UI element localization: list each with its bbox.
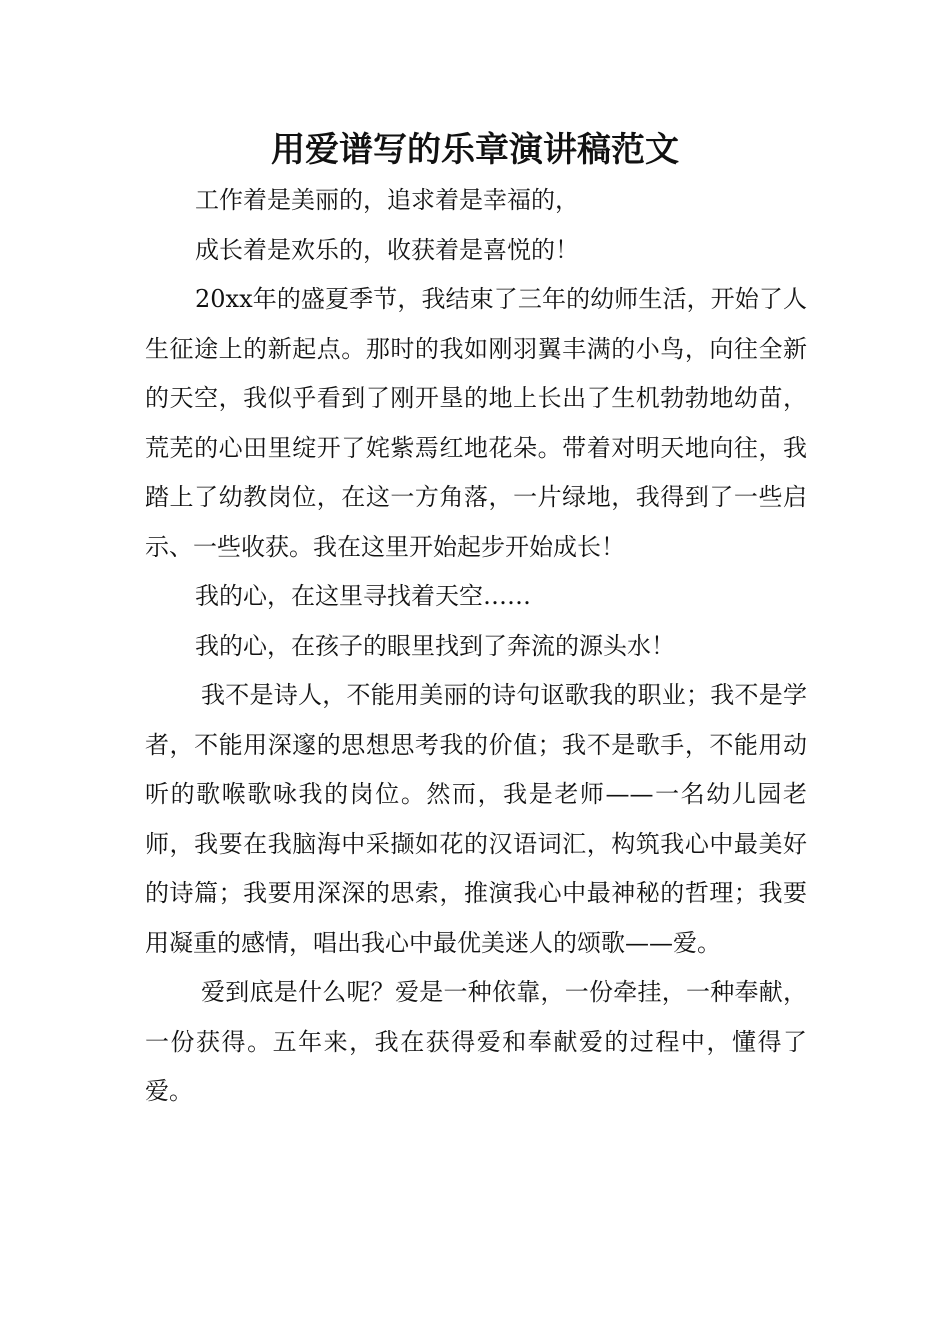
document-title: 用爱谱写的乐章演讲稿范文 xyxy=(271,130,679,170)
paragraph-6: 我不是诗人，不能用美丽的诗句讴歌我的职业；我不是学者，不能用深邃的思想思考我的价值；我不是歌手，不能用动听的歌喉歌咏我的岗位。然而，我是老师——一名幼儿园老师，我要在我脑海中采撷如花的汉语词汇，构筑我心中最美好的诗篇；我要用深深的思索，推演我心中最神秘的哲理；我要用凝重的感情，唱出我心中最优美迷人的颂歌——爱。 xyxy=(145,681,807,957)
paragraph-5: 我的心，在孩子的眼里找到了奔流的源头水！ xyxy=(195,631,675,660)
paragraph-2: 成长着是欢乐的，收获着是喜悦的！ xyxy=(195,235,579,264)
paragraph-4: 我的心，在这里寻找着天空…… xyxy=(195,582,531,610)
paragraph-1: 工作着是美丽的，追求着是幸福的， xyxy=(195,186,579,214)
document-body xyxy=(145,176,807,1117)
paragraph-7: 爱到底是什么呢？爱是一种依靠，一份牵挂，一种奉献，一份获得。五年来，我在获得爱和奉献爱的过程中，懂得了爱。 xyxy=(145,978,807,1105)
paragraph-3: 20xx年的盛夏季节，我结束了三年的幼师生活，开始了人生征途上的新起点。那时的我如刚羽翼丰满的小鸟，向往全新的天空，我似乎看到了刚开垦的地上长出了生机勃勃地幼苗，荒芜的心田里绽开了姹紫焉红地花朵。带着对明天地向往，我踏上了幼教岗位，在这一方角落，一片绿地，我得到了一些启示、一些收获。我在这里开始起步开始成长！ xyxy=(145,285,807,561)
